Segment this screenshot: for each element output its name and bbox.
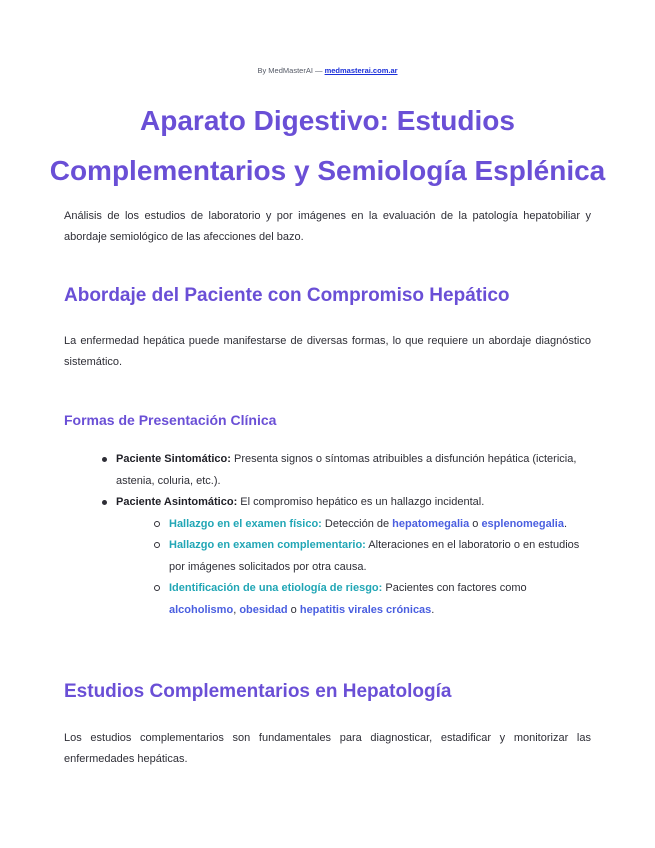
circle-bullet-icon — [154, 542, 160, 548]
subitem-text: o — [469, 517, 482, 530]
subitem-term: Hallazgo en examen complementario: — [169, 539, 366, 551]
subitem-text: Pacientes con factores como — [382, 582, 527, 594]
bullet-icon — [102, 500, 107, 505]
subitem-text: , — [233, 603, 240, 616]
list-item — [64, 449, 591, 492]
subitem-text: o — [287, 603, 300, 616]
subheading-clinical-forms: Formas de Presentación Clínica — [64, 412, 277, 428]
item-text: Presenta signos o síntomas atribuibles a disfunción hepática (ictericia, astenia, coluria, etc.). — [116, 453, 577, 487]
keyword: esplenomegalia — [481, 517, 564, 530]
section-paragraph-hepatic: La enfermedad hepática puede manifestarse de diversas formas, lo que requiere un abordaje diagnóstico sistemático. — [64, 335, 591, 368]
bullet-icon — [102, 457, 107, 462]
byline-prefix: By MedMasterAI — — [257, 66, 325, 75]
section-heading-hepatic: Abordaje del Paciente con Compromiso Hepático — [64, 285, 510, 306]
keyword: obesidad — [239, 603, 288, 616]
subitem-text: Alteraciones en el laboratorio o en estudios por imágenes solicitados por otra causa. — [169, 539, 580, 573]
subitem-text: . — [563, 517, 568, 530]
subitem-term: Identificación de una etiología de riesgo: — [169, 582, 383, 594]
subitem-text: Detección de — [321, 517, 393, 530]
intro-paragraph: Análisis de los estudios de laboratorio y por imágenes en la evaluación de la patología hepatobiliar y abordaje semiológico de las afecciones del bazo. — [64, 210, 591, 243]
page-title: Aparato Digestivo: Estudios Complementarios y Semiología Esplénica — [49, 105, 606, 186]
circle-bullet-icon — [154, 521, 160, 527]
sub-list-item — [64, 514, 591, 536]
clinical-forms-list — [64, 449, 591, 621]
sub-list-item — [64, 578, 591, 621]
list-item — [64, 492, 591, 514]
keyword: hepatitis virales crónicas — [299, 603, 432, 616]
section-heading-studies: Estudios Complementarios en Hepatología — [64, 681, 452, 702]
keyword: hepatomegalia — [392, 517, 470, 530]
subitem-term: Hallazgo en el examen físico: — [169, 517, 322, 530]
subitem-text: . — [431, 603, 435, 616]
section-paragraph-studies: Los estudios complementarios son fundamentales para diagnosticar, estadificar y monitorizar las enfermedades hepáticas. — [64, 732, 591, 765]
byline — [0, 66, 655, 75]
byline-link[interactable]: medmasterai.com.ar — [324, 66, 398, 75]
keyword: alcoholismo — [169, 603, 234, 616]
item-term: Paciente Sintomático: — [116, 453, 231, 465]
item-term: Paciente Asintomático: — [116, 496, 238, 508]
circle-bullet-icon — [154, 585, 160, 591]
sub-list-item — [64, 535, 591, 578]
item-text: El compromiso hepático es un hallazgo incidental. — [237, 496, 485, 508]
